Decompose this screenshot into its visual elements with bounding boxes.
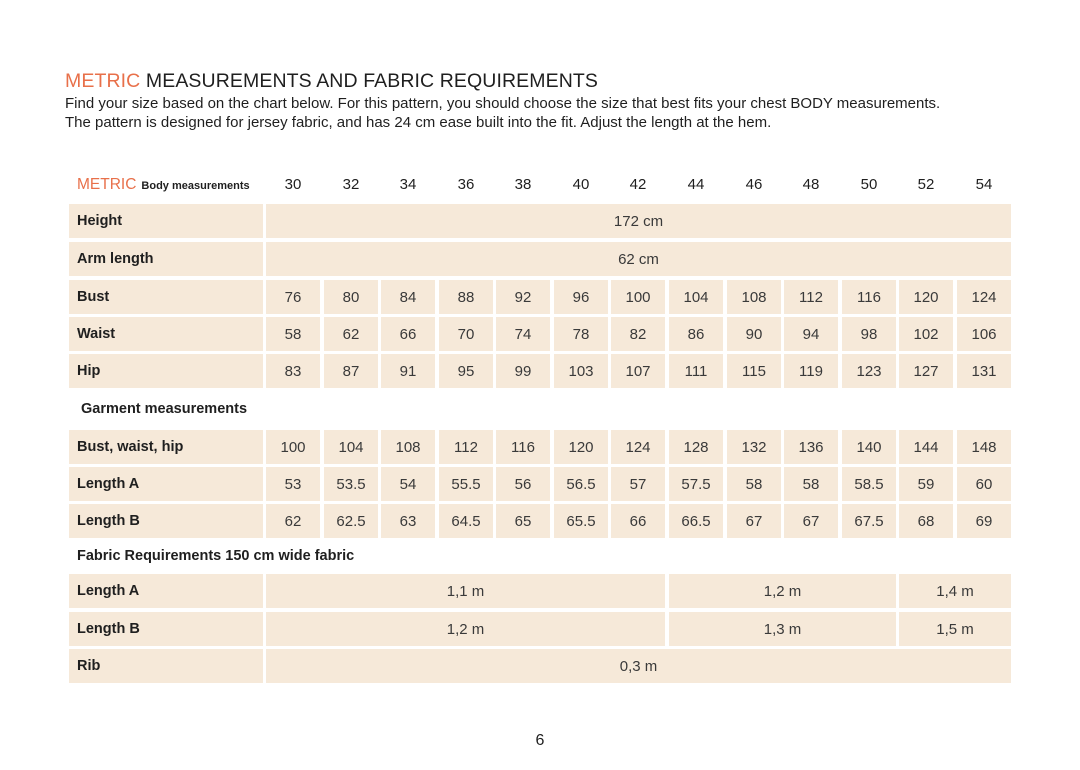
table-cell: 136 (784, 430, 838, 464)
table-cell: 132 (727, 430, 781, 464)
table-cell: 87 (324, 354, 378, 388)
table-cell: 62.5 (324, 504, 378, 538)
table-cell: 88 (439, 280, 493, 314)
size-column-header: 54 (975, 176, 993, 193)
table-cell: 80 (324, 280, 378, 314)
table-cell: 86 (669, 317, 723, 351)
table-cell: 127 (899, 354, 953, 388)
header-accent: METRIC (77, 176, 137, 193)
table-cell-merged: 1,4 m (899, 574, 1011, 608)
table-cell: 66 (611, 504, 665, 538)
table-cell: 67.5 (842, 504, 896, 538)
table-cell: 65.5 (554, 504, 608, 538)
table-cell: 99 (496, 354, 550, 388)
table-cell: 66 (381, 317, 435, 351)
table-cell: 57 (611, 467, 665, 501)
table-cell: 103 (554, 354, 608, 388)
row-label: Bust, waist, hip (69, 430, 263, 464)
table-cell: 119 (784, 354, 838, 388)
table-cell: 58 (784, 467, 838, 501)
table-cell: 53 (266, 467, 320, 501)
table-cell: 116 (496, 430, 550, 464)
table-cell: 66.5 (669, 504, 723, 538)
table-cell: 116 (842, 280, 896, 314)
row-label: Height (69, 204, 263, 238)
table-cell: 92 (496, 280, 550, 314)
table-cell: 102 (899, 317, 953, 351)
table-cell: 58 (266, 317, 320, 351)
table-cell-merged: 1,5 m (899, 612, 1011, 646)
table-cell: 63 (381, 504, 435, 538)
table-cell: 67 (727, 504, 781, 538)
table-cell: 94 (784, 317, 838, 351)
size-column-header: 52 (917, 176, 935, 193)
size-column-header: 44 (687, 176, 705, 193)
size-column-header: 30 (284, 176, 302, 193)
row-label: Length A (69, 467, 263, 501)
table-cell: 84 (381, 280, 435, 314)
table-cell-merged: 1,2 m (669, 574, 896, 608)
table-cell: 82 (611, 317, 665, 351)
table-cell: 78 (554, 317, 608, 351)
table-cell: 100 (611, 280, 665, 314)
size-column-header: 46 (745, 176, 763, 193)
row-label: Arm length (69, 242, 263, 276)
row-label: Hip (69, 354, 263, 388)
table-cell-merged: 172 cm (266, 204, 1011, 238)
title-accent: METRIC (65, 70, 141, 92)
table-cell: 108 (381, 430, 435, 464)
table-cell: 64.5 (439, 504, 493, 538)
row-label: Length A (69, 574, 263, 608)
table-cell: 100 (266, 430, 320, 464)
row-label: Length B (69, 504, 263, 538)
row-label: Length B (69, 612, 263, 646)
table-cell: 131 (957, 354, 1011, 388)
row-label: Bust (69, 280, 263, 314)
table-cell: 104 (669, 280, 723, 314)
table-cell: 148 (957, 430, 1011, 464)
section-heading-fabric: Fabric Requirements 150 cm wide fabric (77, 548, 355, 564)
size-column-header: 50 (860, 176, 878, 193)
table-cell: 55.5 (439, 467, 493, 501)
table-cell: 104 (324, 430, 378, 464)
table-cell: 70 (439, 317, 493, 351)
table-cell: 56 (496, 467, 550, 501)
table-cell: 98 (842, 317, 896, 351)
table-cell: 59 (899, 467, 953, 501)
table-cell: 128 (669, 430, 723, 464)
table-cell: 115 (727, 354, 781, 388)
intro-line: Find your size based on the chart below. For this pattern, you should choose the size that best fits your chest BODY measurements. (65, 95, 941, 112)
table-cell: 90 (727, 317, 781, 351)
table-cell: 65 (496, 504, 550, 538)
intro-line: The pattern is designed for jersey fabric, and has 24 cm ease built into the fit. Adjust the length at the hem. (65, 114, 772, 131)
header-body-label: Body measurements (141, 180, 250, 192)
table-cell: 140 (842, 430, 896, 464)
table-cell: 60 (957, 467, 1011, 501)
table-cell: 58 (727, 467, 781, 501)
table-cell: 62 (266, 504, 320, 538)
table-cell: 124 (611, 430, 665, 464)
table-cell: 112 (439, 430, 493, 464)
table-cell: 62 (324, 317, 378, 351)
size-column-header: 32 (342, 176, 360, 193)
row-label: Rib (69, 649, 263, 683)
table-cell: 53.5 (324, 467, 378, 501)
table-cell: 120 (899, 280, 953, 314)
table-cell: 74 (496, 317, 550, 351)
table-cell-merged: 1,2 m (266, 612, 665, 646)
table-cell: 123 (842, 354, 896, 388)
page-number: 6 (535, 732, 545, 749)
table-cell: 56.5 (554, 467, 608, 501)
size-column-header: 42 (629, 176, 647, 193)
size-column-header: 34 (399, 176, 417, 193)
size-column-header: 40 (572, 176, 590, 193)
table-cell: 120 (554, 430, 608, 464)
table-cell: 144 (899, 430, 953, 464)
table-cell-merged: 62 cm (266, 242, 1011, 276)
table-cell: 54 (381, 467, 435, 501)
row-label: Waist (69, 317, 263, 351)
table-cell: 68 (899, 504, 953, 538)
table-cell: 106 (957, 317, 1011, 351)
table-cell: 67 (784, 504, 838, 538)
table-cell: 57.5 (669, 467, 723, 501)
size-column-header: 36 (457, 176, 475, 193)
table-cell-merged: 0,3 m (266, 649, 1011, 683)
table-cell: 69 (957, 504, 1011, 538)
table-cell: 107 (611, 354, 665, 388)
size-column-header: 38 (514, 176, 532, 193)
size-column-header: 48 (802, 176, 820, 193)
table-cell-merged: 1,3 m (669, 612, 896, 646)
table-cell: 91 (381, 354, 435, 388)
table-cell: 124 (957, 280, 1011, 314)
table-cell: 96 (554, 280, 608, 314)
section-heading-garment: Garment measurements (81, 401, 248, 417)
table-cell: 83 (266, 354, 320, 388)
table-cell-merged: 1,1 m (266, 574, 665, 608)
table-cell: 76 (266, 280, 320, 314)
table-cell: 111 (669, 354, 723, 388)
table-cell: 58.5 (842, 467, 896, 501)
table-cell: 112 (784, 280, 838, 314)
title-rest: MEASUREMENTS AND FABRIC REQUIREMENTS (145, 70, 599, 92)
table-cell: 108 (727, 280, 781, 314)
table-cell: 95 (439, 354, 493, 388)
